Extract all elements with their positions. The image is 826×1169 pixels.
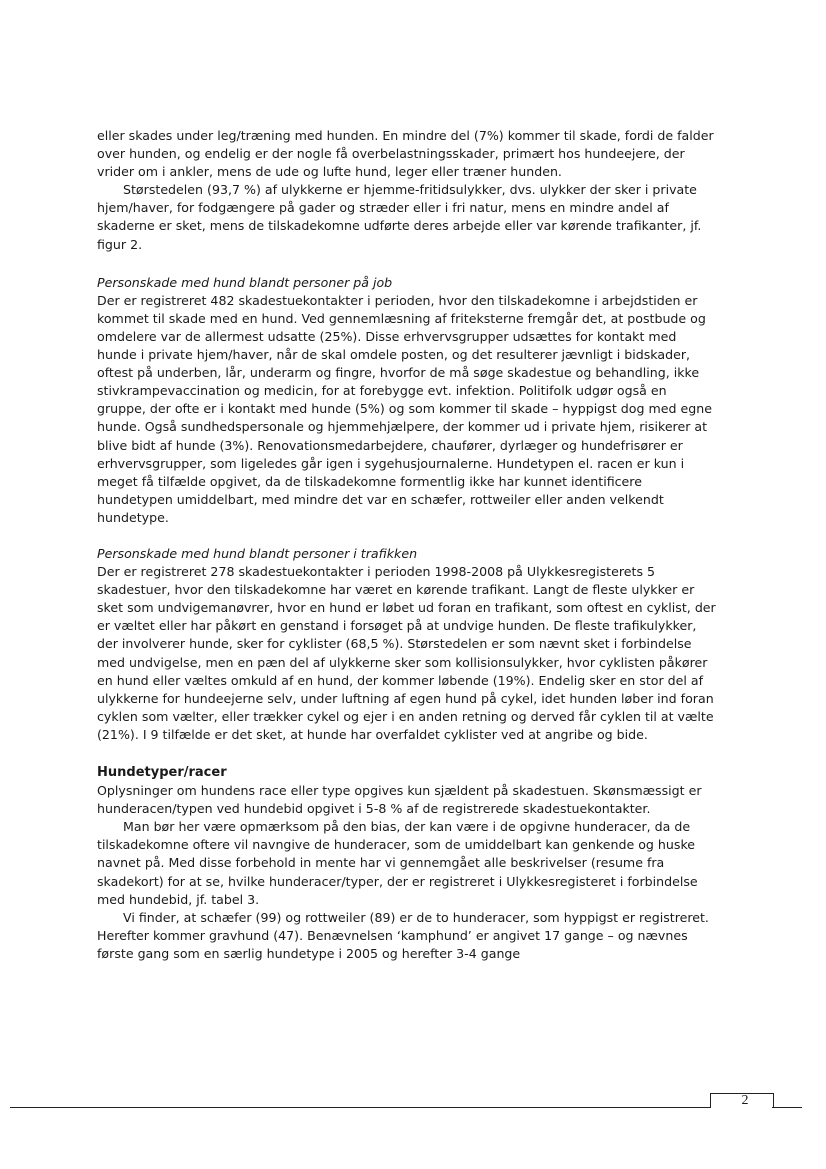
paragraph: eller skades under leg/træning med hunden. En mindre del (7%) kommer til skade, fordi de falder over hunden, og endelig er der nogle få overbelastningsskader, primært hos hundeejere, der vrider om i ankler, mens de ude og lufte hund, leger eller træner hunden. xyxy=(97,128,714,180)
paragraph: Størstedelen (93,7 %) af ulykkerne er hjemme-fritidsulykker, dvs. ulykker der sker i private hjem/haver, for fodgængere på gader og stræder eller i fri natur, mens en mindre andel af skaderne er sket, mens de tilskadekomne udførte deres arbejde eller var kørende trafikanter, jf. figur 2. xyxy=(97,182,702,252)
footer-rule-tail xyxy=(772,1107,802,1108)
section-heading-breeds: Hundetyper/racer xyxy=(97,765,227,780)
paragraph: Man bør her være opmærksom på den bias, der kan være i de opgivne hunderacer, da de tilskadekomne oftere vil navngive de hunderacer, som de umiddelbart kan genkende og huske navnet på. Med disse forbehold in mente har vi gennemgået alle beskrivelser (resume fra skadekort) for at se, hvilke hunderacer/typer, der er registreret i Ulykkesregisteret i forbindelse med hundebid, jf. tabel 3. xyxy=(97,819,698,907)
paragraph: Oplysninger om hundens race eller type opgives kun sjældent på skadestuen. Skønsmæssigt er hunderacen/typen ved hundebid opgivet i 5-8 % af de registrerede skadestuekontakter. xyxy=(97,783,702,817)
footer-rule xyxy=(10,1107,710,1108)
body-text xyxy=(97,127,719,963)
paragraph: Vi finder, at schæfer (99) og rottweiler (89) er de to hunderacer, som hyppigst er registreret. Herefter kommer gravhund (47). Benævnelsen ‘kamphund’ er angivet 17 gange – og nævnes første gang som en særlig hundetype i 2005 og herefter 3-4 gange xyxy=(97,909,709,961)
section-heading-job: Personskade med hund blandt personer på job xyxy=(97,274,393,290)
paragraph: Der er registreret 482 skadestuekontakter i perioden, hvor den tilskadekomne i arbejdstiden er kommet til skade med en hund. Ved gennemlæsning af friteksterne fremgår det, at postbude og omdelere var de allermest udsatte (25%). Disse erhvervsgrupper udsættes for kontakt med hunde i private hjem/haver, når de skal omdele posten, og det resulterer jævnligt i bidskader, oftest på underben, lår, underarm og fingre, hvorfor de må søge skadestue og behandling, ikke stivkrampevaccination og medicin, for at forebygge evt. infektion. Politifolk udgør også en gruppe, der ofte er i kontakt med hunde (5%) og som kommer til skade – hyppigst dog med egne hunde. Også sundhedspersonale og hjemmehjælpere, der kommer ud i private hjem, risikerer at blive bidt af hunde (3%). Renovationsmedarbejdere, chaufører, dyrlæger og hundefrisører er erhvervsgrupper, som ligeledes går igen i sygehusjournalerne. Hundetypen el. racen er kun i meget få tilfælde opgivet, da de tilskadekomne formentlig ikke har kunnet identificere hundetypen umiddelbart, med mindre det var en schæfer, rottweiler eller anden velkendt hundetype. xyxy=(97,292,712,525)
paragraph: Der er registreret 278 skadestuekontakter i perioden 1998-2008 på Ulykkesregisterets 5 skadestuer, hvor den tilskadekomne har været en kørende trafikant. Langt de fleste ulykker er sket som undvigemanøvrer, hvor en hund er løbet ud foran en trafikant, som oftest en cyklist, der er væltet eller har påkørt en genstand i forsøget på at undvige hunden. De fleste trafikulykker, der involverer hunde, sker for cyklister (68,5 %). Størstedelen er som nævnt sket i forbindelse med undvigelse, men en pæn del af ulykkerne sker som kollisionsulykker, hvor cyklisten påkører en hund eller væltes omkuld af en hund, der kommer løbende (19%). Endelig sker en stor del af ulykkerne for hundeejerne selv, under luftning af egen hund på cykel, idet hunden løber ind foran cyklen som vælter, eller trækker cykel og ejer i en anden retning og derved får cyklen til at vælte (21%). I 9 tilfælde er det sket, at hunde har overfaldet cyklister ved at angribe og bide. xyxy=(97,564,716,742)
page-number: 2 xyxy=(741,1093,749,1108)
section-heading-traffic: Personskade med hund blandt personer i trafikken xyxy=(97,545,418,561)
